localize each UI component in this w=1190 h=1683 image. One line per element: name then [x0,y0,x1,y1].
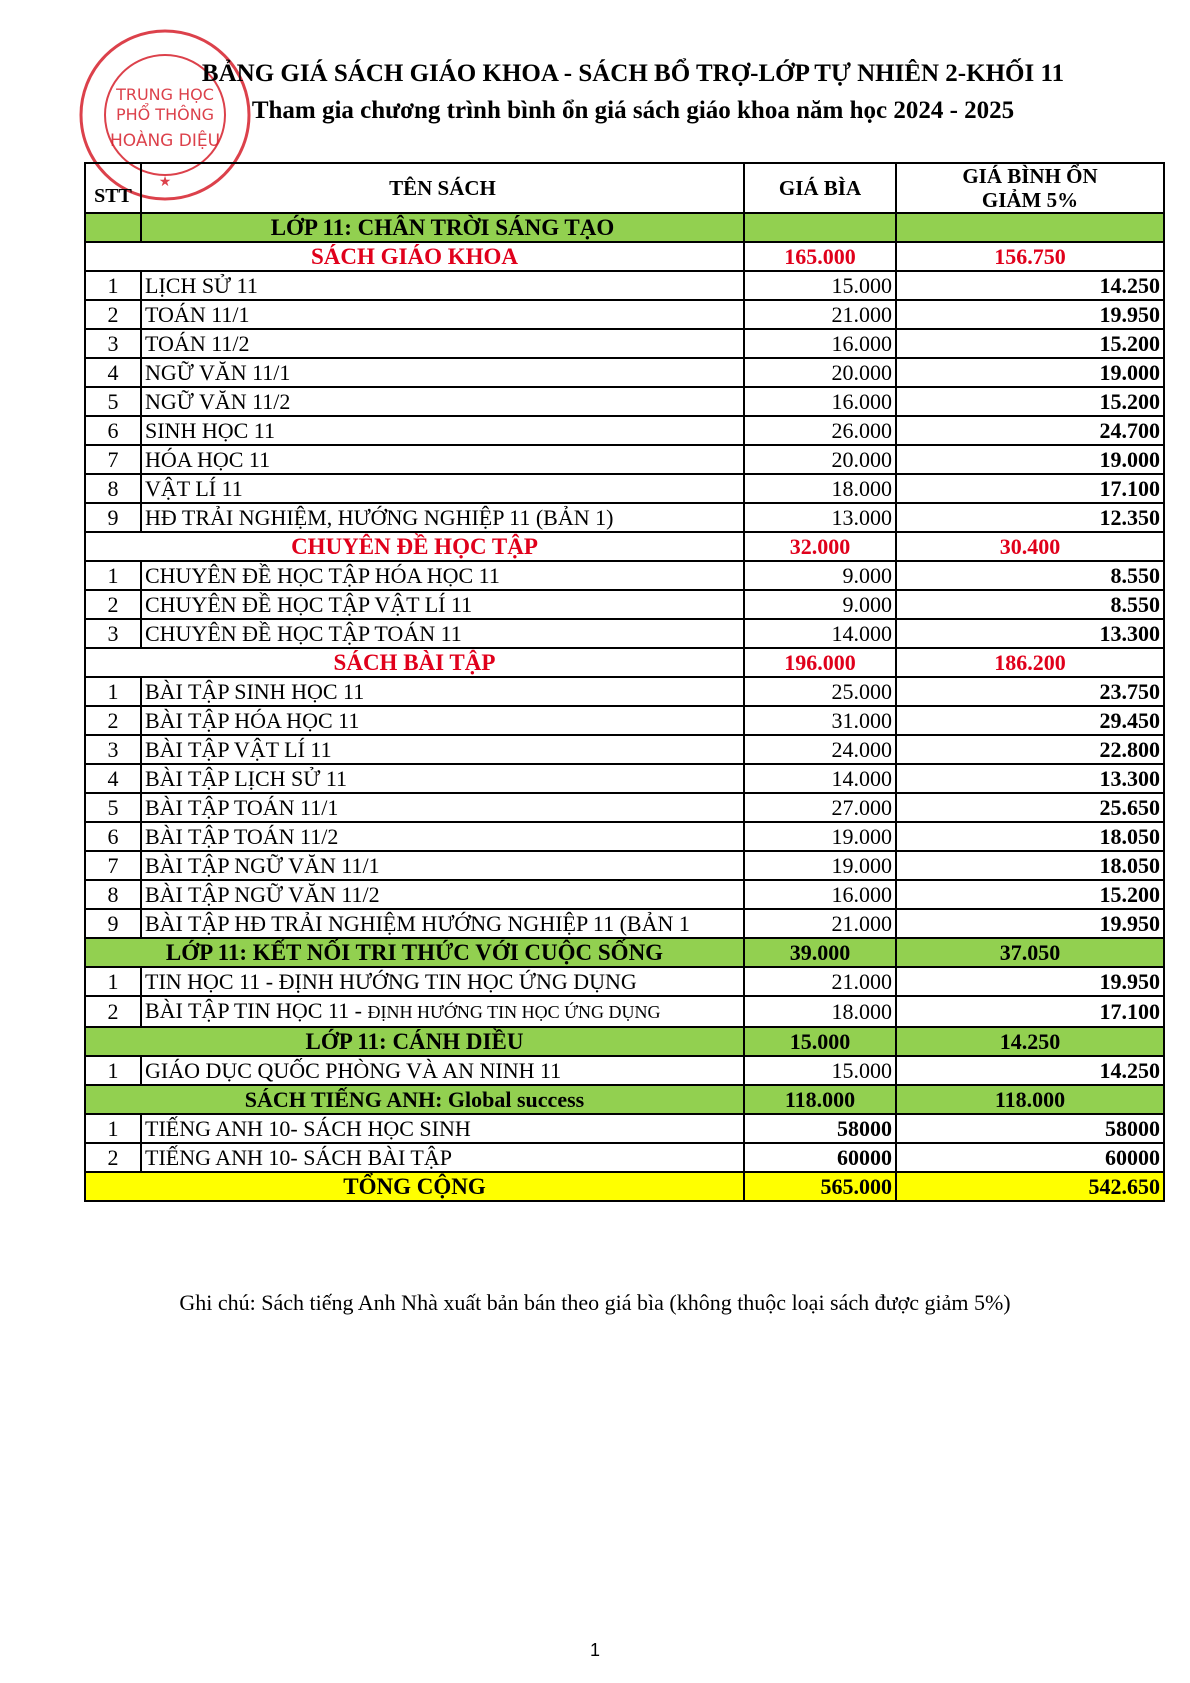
row-book-name: BÀI TẬP TOÁN 11/1 [141,793,744,822]
row-stt: 9 [85,909,141,938]
row-gia-bia: 25.000 [744,677,896,706]
section-title: LỚP 11: CÁNH DIỀU [85,1027,744,1056]
rows-ta [85,1114,1164,1172]
row-stt: 4 [85,764,141,793]
row-gia-bia: 18.000 [744,996,896,1027]
section-gia-bia: 118.000 [744,1085,896,1114]
document-title: BẢNG GIÁ SÁCH GIÁO KHOA - SÁCH BỔ TRỢ-LỚP TỰ NHIÊN 2-KHỐI 11 [201,60,1065,87]
section-title: LỚP 11: CHÂN TRỜI SÁNG TẠO [141,213,744,242]
svg-text:PHỔ THÔNG: PHỔ THÔNG [115,105,215,124]
header-ten-sach: TÊN SÁCH [141,163,744,213]
table-row [85,503,1164,532]
row-gia-bia: 9.000 [744,590,896,619]
row-gia-binh-on: 13.300 [896,619,1164,648]
row-gia-binh-on: 19.950 [896,967,1164,996]
row-book-name: CHUYÊN ĐỀ HỌC TẬP HÓA HỌC 11 [141,561,744,590]
table-row [85,387,1164,416]
table-row [85,1056,1164,1085]
row-stt: 2 [85,996,141,1027]
section-row-ta [85,1085,1164,1114]
table-row [85,735,1164,764]
table-row [85,619,1164,648]
row-book-name: BÀI TẬP VẬT LÍ 11 [141,735,744,764]
row-book-name: HĐ TRẢI NGHIỆM, HƯỚNG NGHIỆP 11 (BẢN 1) [141,503,744,532]
total-row [85,1172,1164,1201]
rows-cdht [85,561,1164,648]
row-gia-binh-on: 17.100 [896,996,1164,1027]
row-gia-binh-on: 19.950 [896,300,1164,329]
row-gia-bia: 19.000 [744,822,896,851]
table-row [85,909,1164,938]
row-book-name: VẬT LÍ 11 [141,474,744,503]
header-stt: STT [85,163,141,213]
subsection-gia-bia: 165.000 [744,242,896,271]
table-row [85,1114,1164,1143]
row-stt: 1 [85,561,141,590]
rows-cd [85,1056,1164,1085]
row-gia-bia: 21.000 [744,909,896,938]
subsection-gia-bia: 196.000 [744,648,896,677]
row-stt: 9 [85,503,141,532]
row-stt: 7 [85,445,141,474]
row-gia-bia: 20.000 [744,358,896,387]
section-row-kntt [85,938,1164,967]
row-stt: 1 [85,271,141,300]
row-stt: 5 [85,387,141,416]
row-book-name: CHUYÊN ĐỀ HỌC TẬP TOÁN 11 [141,619,744,648]
row-gia-bia: 60000 [744,1143,896,1172]
table-row [85,474,1164,503]
table-row [85,1143,1164,1172]
row-gia-bia: 27.000 [744,793,896,822]
row-book-name: BÀI TẬP LỊCH SỬ 11 [141,764,744,793]
row-stt: 3 [85,735,141,764]
total-gia-bia: 565.000 [744,1172,896,1201]
section-title: SÁCH TIẾNG ANH: Global success [85,1085,744,1114]
row-gia-bia: 13.000 [744,503,896,532]
row-book-name: BÀI TẬP TOÁN 11/2 [141,822,744,851]
total-label: TỔNG CỘNG [85,1172,744,1201]
row-gia-binh-on: 29.450 [896,706,1164,735]
table-row [85,416,1164,445]
row-gia-binh-on: 15.200 [896,387,1164,416]
row-gia-bia: 19.000 [744,851,896,880]
row-gia-binh-on: 18.050 [896,851,1164,880]
row-gia-bia: 16.000 [744,387,896,416]
total-gia-binh-on: 542.650 [896,1172,1164,1201]
subsection-gia-bia: 32.000 [744,532,896,561]
row-stt: 2 [85,1143,141,1172]
rows-sbt [85,677,1164,938]
table-row [85,996,1164,1027]
row-book-name: TOÁN 11/2 [141,329,744,358]
row-gia-bia: 15.000 [744,271,896,300]
price-table [84,162,1165,1202]
row-gia-binh-on: 15.200 [896,329,1164,358]
svg-text:TRUNG HỌC: TRUNG HỌC [116,85,214,104]
row-gia-binh-on: 13.300 [896,764,1164,793]
row-gia-binh-on: 19.000 [896,358,1164,387]
table-row [85,793,1164,822]
header-gia-binh-on: GIÁ BÌNH ỔN GIẢM 5% [896,163,1164,213]
row-book-name: SINH HỌC 11 [141,416,744,445]
row-stt: 4 [85,358,141,387]
row-book-name: HÓA HỌC 11 [141,445,744,474]
footnote: Ghi chú: Sách tiếng Anh Nhà xuất bản bán theo giá bìa (không thuộc loại sách được giảm 5%) [179,1290,1011,1315]
row-stt: 1 [85,967,141,996]
subsection-gia-binh-on: 156.750 [896,242,1164,271]
section-row-ctst [85,213,1164,242]
table-header-row [85,163,1164,213]
subsection-gia-binh-on: 30.400 [896,532,1164,561]
row-gia-binh-on: 58000 [896,1114,1164,1143]
table-row [85,851,1164,880]
page-number: 1 [589,1640,600,1660]
row-book-name: NGỮ VĂN 11/1 [141,358,744,387]
row-stt: 6 [85,822,141,851]
section-gia-binh-on: 37.050 [896,938,1164,967]
row-gia-binh-on: 22.800 [896,735,1164,764]
section-gia-binh-on: 118.000 [896,1085,1164,1114]
row-gia-binh-on: 17.100 [896,474,1164,503]
row-gia-binh-on: 60000 [896,1143,1164,1172]
row-gia-bia: 18.000 [744,474,896,503]
row-book-name: CHUYÊN ĐỀ HỌC TẬP VẬT LÍ 11 [141,590,744,619]
section-title: LỚP 11: KẾT NỐI TRI THỨC VỚI CUỘC SỐNG [85,938,744,967]
table-row [85,271,1164,300]
row-stt: 1 [85,1114,141,1143]
row-gia-bia: 14.000 [744,619,896,648]
section-row-cd [85,1027,1164,1056]
row-book-name: BÀI TẬP HÓA HỌC 11 [141,706,744,735]
row-stt: 1 [85,677,141,706]
row-gia-bia: 58000 [744,1114,896,1143]
row-gia-bia: 9.000 [744,561,896,590]
row-gia-binh-on: 19.950 [896,909,1164,938]
row-gia-binh-on: 23.750 [896,677,1164,706]
row-book-name: TIN HỌC 11 - ĐỊNH HƯỚNG TIN HỌC ỨNG DỤNG [141,967,744,996]
row-stt: 3 [85,619,141,648]
row-gia-binh-on: 14.250 [896,1056,1164,1085]
table-row [85,358,1164,387]
row-book-name: NGỮ VĂN 11/2 [141,387,744,416]
table-row [85,822,1164,851]
subsection-title: SÁCH GIÁO KHOA [85,242,744,271]
rows-sgk [85,271,1164,532]
row-gia-binh-on: 12.350 [896,503,1164,532]
row-gia-bia: 14.000 [744,764,896,793]
row-stt: 7 [85,851,141,880]
row-stt: 2 [85,300,141,329]
row-gia-bia: 26.000 [744,416,896,445]
subsection-row-cdht [85,532,1164,561]
row-gia-binh-on: 14.250 [896,271,1164,300]
table-row [85,590,1164,619]
row-stt: 6 [85,416,141,445]
svg-text:HOÀNG DIỆU: HOÀNG DIỆU [109,131,221,151]
section-gia-bia: 39.000 [744,938,896,967]
subsection-title: CHUYÊN ĐỀ HỌC TẬP [85,532,744,561]
row-book-name: BÀI TẬP NGỮ VĂN 11/2 [141,880,744,909]
row-stt: 1 [85,1056,141,1085]
section-gia-bia: 15.000 [744,1027,896,1056]
table-row [85,967,1164,996]
subsection-title: SÁCH BÀI TẬP [85,648,744,677]
section-gia-binh-on: 14.250 [896,1027,1164,1056]
row-stt: 5 [85,793,141,822]
row-book-name: BÀI TẬP HĐ TRẢI NGHIỆM HƯỚNG NGHIỆP 11 (BẢN 1 [141,909,744,938]
row-book-name: BÀI TẬP TIN HỌC 11 - ĐỊNH HƯỚNG TIN HỌC ỨNG DỤNG [141,996,744,1027]
row-book-name: BÀI TẬP NGỮ VĂN 11/1 [141,851,744,880]
row-gia-binh-on: 19.000 [896,445,1164,474]
row-stt: 8 [85,474,141,503]
row-stt: 2 [85,706,141,735]
header-gia-bia: GIÁ BÌA [744,163,896,213]
row-gia-bia: 21.000 [744,300,896,329]
row-gia-binh-on: 25.650 [896,793,1164,822]
row-book-name: TIẾNG ANH 10- SÁCH BÀI TẬP [141,1143,744,1172]
row-gia-bia: 20.000 [744,445,896,474]
row-book-name: BÀI TẬP SINH HỌC 11 [141,677,744,706]
row-gia-binh-on: 8.550 [896,561,1164,590]
table-row [85,561,1164,590]
subsection-row-sbt [85,648,1164,677]
row-gia-bia: 15.000 [744,1056,896,1085]
row-book-name: LỊCH SỬ 11 [141,271,744,300]
row-book-name: TOÁN 11/1 [141,300,744,329]
row-gia-binh-on: 24.700 [896,416,1164,445]
document-subtitle: Tham gia chương trình bình ổn giá sách giáo khoa năm học 2024 - 2025 [251,97,1015,124]
table-row [85,300,1164,329]
table-row [85,445,1164,474]
row-gia-bia: 21.000 [744,967,896,996]
row-stt: 3 [85,329,141,358]
table-row [85,880,1164,909]
row-gia-binh-on: 8.550 [896,590,1164,619]
svg-text:★: ★ [158,174,172,190]
row-book-name: GIÁO DỤC QUỐC PHÒNG VÀ AN NINH 11 [141,1056,744,1085]
table-row [85,677,1164,706]
row-stt: 8 [85,880,141,909]
row-stt: 2 [85,590,141,619]
table-row [85,706,1164,735]
row-gia-bia: 24.000 [744,735,896,764]
row-gia-bia: 31.000 [744,706,896,735]
table-row [85,329,1164,358]
subsection-gia-binh-on: 186.200 [896,648,1164,677]
row-gia-binh-on: 15.200 [896,880,1164,909]
row-book-name: TIẾNG ANH 10- SÁCH HỌC SINH [141,1114,744,1143]
row-gia-binh-on: 18.050 [896,822,1164,851]
table-row [85,764,1164,793]
row-gia-bia: 16.000 [744,880,896,909]
row-gia-bia: 16.000 [744,329,896,358]
subsection-row-sgk [85,242,1164,271]
